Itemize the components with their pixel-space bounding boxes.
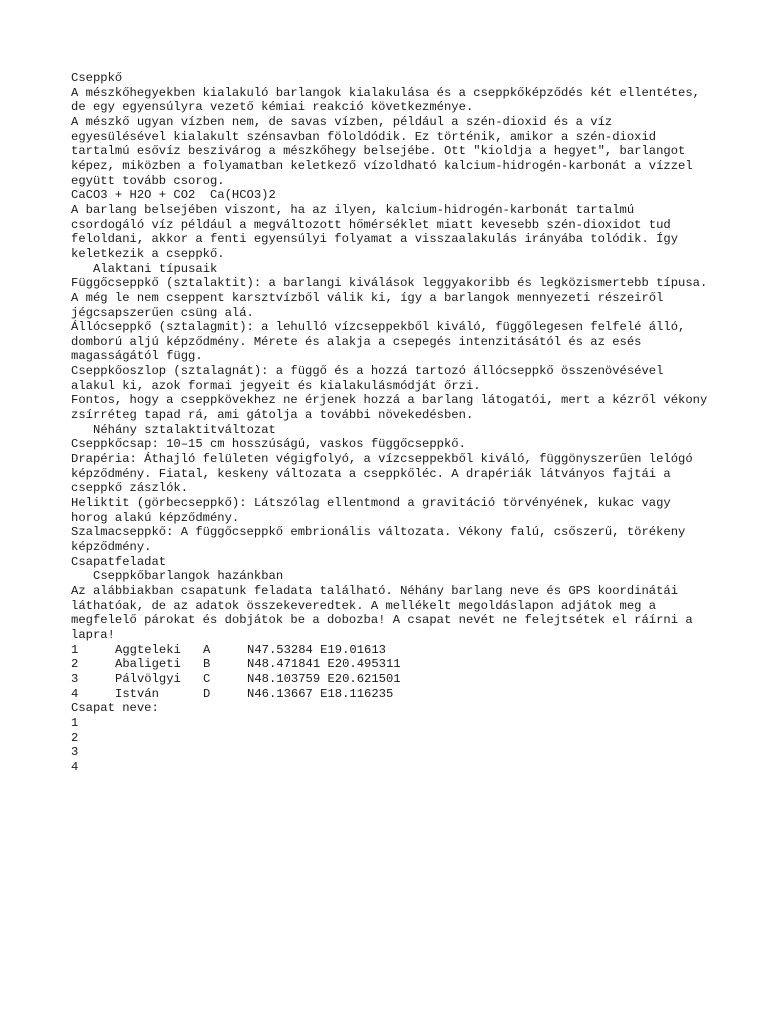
gps-coordinate: N47.53284 E19.01613 [247,642,386,657]
cave-number: 4 [71,686,79,701]
intro-paragraph-3: A barlang belsejében viszont, ha az ilyen, kalcium-hidrogén-karbonát tartalmú csordogáló víz például a megváltozott hőmérséklet miatt kevesebb szén-dioxidot tud feloldani, akkor a fenti egyensúlyi folyamat a visszaalakulás irányába tolódik. Így keletkezik a cseppkő. [71,202,686,261]
cave-number: 2 [71,657,79,672]
coord-letter: C [203,671,211,686]
answer-line-number: 3 [71,745,79,760]
chemical-formula: CaCO3 + H2O + CO2 Ca(HCO3)2 [71,188,276,203]
document-page [71,71,715,775]
form-paragraph-column: Cseppkőoszlop (sztalagnát): a függő és a hozzá tartozó állócseppkő összenövésével alakul ki, azok formai jegyeit és kialakulásmódját őrzi. [71,364,671,393]
gps-coordinate: N48.471841 E20.495311 [247,657,401,672]
cave-name: Abaligeti [115,657,181,672]
cave-name: Pálvölgyi [115,671,181,686]
gps-coordinate: N48.103759 E20.621501 [247,671,401,686]
task-subtitle: Cseppkőbarlangok hazánkban [93,569,284,584]
form-paragraph-stalagmite: Állócseppkő (sztalagmit): a lehulló vízcseppekből kiváló, függőlegesen felfelé álló, domború aljú képződmény. Mérete és alakja a csepegés intenzitásától és az esés magasságától függ. [71,320,693,364]
gps-coordinate: N46.13667 E18.116235 [247,686,394,701]
answer-line-number: 2 [71,730,79,745]
table-row [71,657,447,672]
form-paragraph-stalactite: Függőcseppkő (sztalaktit): a barlangi kiválások leggyakoribb és legközismertebb típusa. A még le nem cseppent karsztvízből válik ki, így a barlangok mennyezeti részeiről jégcsapszerűen csüng alá. [71,276,715,320]
cave-number: 1 [71,642,79,657]
intro-paragraph-2: A mészkő ugyan vízben nem, de savas vízben, például a szén-dioxid és a víz egyesülésével kialakult szénsavban föloldódik. Ez történik, amikor a szén-dioxid tartalmú esővíz beszivárog a mészkőhegy belsejébe. Ott "kioldja a hegyet", barlangot képez, miközben a folyamatban keletkező vízoldható kalcium-hidrogén-karbonát a vízzel együtt tovább csorog. [71,114,700,188]
section-heading-variants: Néhány sztalaktitváltozat [93,422,276,437]
variant-paragraph-tap: Cseppkőcsap: 10–15 cm hosszúságú, vaskos függőcseppkő. [71,437,466,452]
variant-paragraph-drapery: Drapéria: Áthajló felületen végigfolyó, a vízcseppekből kiváló, függönyszerűen lelógó képződmény. Fiatal, keskeny változata a cseppkőléc. A drapériák látványos fajtái a cseppkő zászlók. [71,452,700,496]
cave-name: István [115,686,159,701]
table-row [71,672,447,687]
document-title: Cseppkő [71,71,123,85]
variant-paragraph-straw: Szalmacseppkő: A függőcseppkő embrionális változata. Vékony falú, csőszerű, törékeny képződmény. [71,525,693,554]
cave-number: 3 [71,671,79,686]
answer-line-number: 1 [71,715,79,730]
coord-letter: D [203,686,211,701]
table-row [71,643,447,658]
team-name-label: Csapat neve: [71,701,159,716]
table-row [71,687,447,702]
coord-letter: A [203,642,211,657]
intro-paragraph-1: A mészkőhegyekben kialakuló barlangok kialakulása és a cseppkőképződés két ellentétes, de egy egyensúlyra vezető kémiai reakció következménye. [71,85,708,115]
task-title: Csapatfeladat [71,554,167,569]
variant-paragraph-helictite: Heliktit (görbecseppkő): Látszólag ellentmond a gravitáció törvényének, kukac vagy horog alakú képződmény. [71,496,679,525]
task-instructions: Az alábbiakban csapatunk feladata található. Néhány barlang neve és GPS koordinátái láthatóak, de az adatok összekeveredtek. A mellékelt megoldáslapon adjátok meg a megfelelő párokat és dobjátok be a dobozba! A csapat nevét ne felejtsétek el ráírni a lapra! [71,583,700,642]
answer-line-number: 4 [71,759,79,774]
coord-letter: B [203,657,211,672]
form-paragraph-warning: Fontos, hogy a cseppkövekhez ne érjenek hozzá a barlang látogatói, mert a kézről vékony zsírréteg tapad rá, ami gátolja a további növekedésben. [71,393,715,423]
section-heading-forms: Alaktani típusaik [93,261,218,276]
cave-name: Aggteleki [115,642,181,657]
cave-coordinates-table [71,643,447,702]
